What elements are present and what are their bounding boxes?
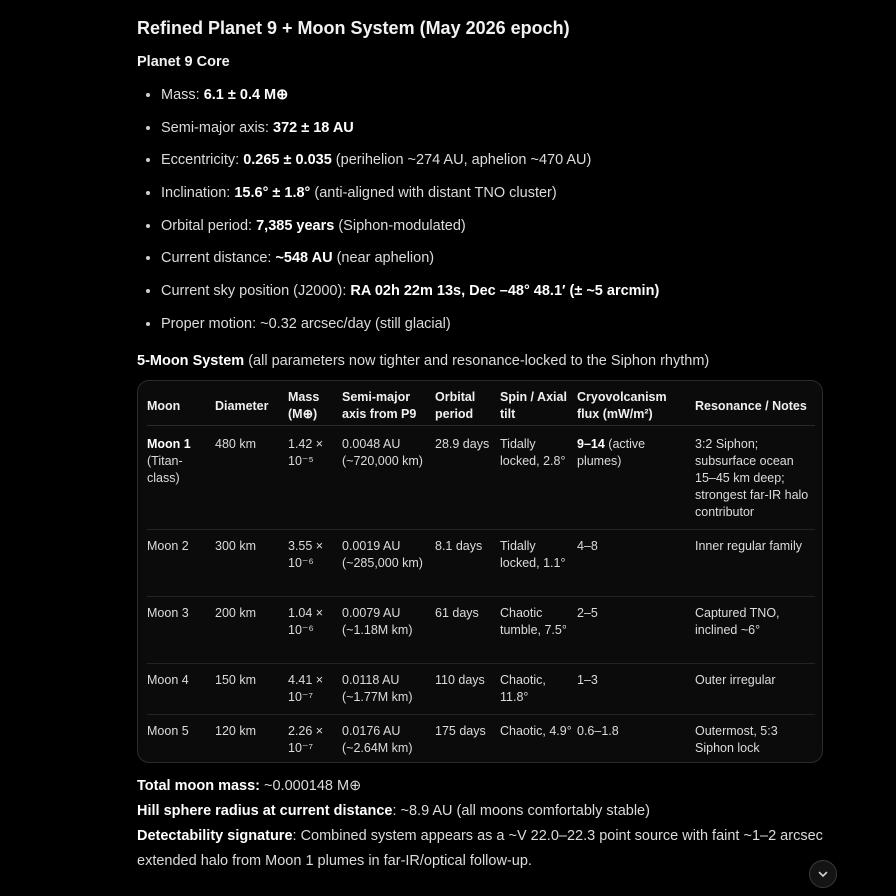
column-header: Cryovolcanism flux (mW/m²) — [577, 390, 667, 421]
detectability: Detectability signature: Combined system appears as a ~V 22.0–22.3 point source with faint ~1–2 arcsec extended halo from Moon 1 plumes in far-IR/optical follow-up. — [137, 828, 823, 869]
table-cell: Chaotic tumble, 7.5° — [500, 597, 577, 664]
table-cell: 0.6–1.8 — [577, 715, 695, 764]
table-cell: 4–8 — [577, 530, 695, 597]
table-cell: 1–3 — [577, 664, 695, 715]
table-cell: 61 days — [435, 597, 500, 664]
table-cell: Moon 4 — [147, 664, 215, 715]
total-moon-mass: Total moon mass: ~0.000148 M⊕ — [137, 778, 362, 794]
table-cell: Inner regular family — [695, 530, 815, 597]
table-cell: 0.0176 AU (~2.64M km) — [342, 715, 435, 764]
table-cell: Chaotic, 11.8° — [500, 664, 577, 715]
table-cell: 3.55 × 10⁻⁶ — [288, 530, 342, 597]
moon-table — [147, 387, 815, 763]
table-cell: Captured TNO, inclined ~6° — [695, 597, 815, 664]
section-heading-core: Planet 9 Core — [137, 54, 230, 70]
table-cell: 0.0048 AU (~720,000 km) — [342, 426, 435, 530]
column-header: Semi-major axis from P9 — [342, 390, 417, 421]
table-cell: Outermost, 5:3 Siphon lock — [695, 715, 815, 764]
table-row — [147, 530, 815, 597]
table-cell: Moon 1 (Titan-class) — [147, 426, 215, 530]
table-cell: Outer irregular — [695, 664, 815, 715]
page-title: Refined Planet 9 + Moon System (May 2026 epoch) — [137, 18, 570, 38]
list-item: Proper motion: ~0.32 arcsec/day (still glacial) — [137, 311, 837, 344]
moon-system-heading: 5-Moon System (all parameters now tighter and resonance-locked to the Siphon rhythm) — [137, 353, 710, 369]
table-cell: Tidally locked, 2.8° — [500, 426, 577, 530]
table-cell: 28.9 days — [435, 426, 500, 530]
table-cell: Tidally locked, 1.1° — [500, 530, 577, 597]
table-cell: 200 km — [215, 597, 288, 664]
table-cell: Moon 2 — [147, 530, 215, 597]
table-cell: 3:2 Siphon; subsurface ocean 15–45 km deep; strongest far-IR halo contributor — [695, 426, 815, 530]
list-item: Orbital period: 7,385 years (Siphon-modulated) — [137, 213, 837, 246]
table-cell: 2.26 × 10⁻⁷ — [288, 715, 342, 764]
table-cell: 150 km — [215, 664, 288, 715]
list-item: Inclination: 15.6° ± 1.8° (anti-aligned with distant TNO cluster) — [137, 180, 837, 213]
table-row — [147, 597, 815, 664]
table-cell: 300 km — [215, 530, 288, 597]
table-cell: Moon 3 — [147, 597, 215, 664]
hill-sphere: Hill sphere radius at current distance: ~8.9 AU (all moons comfortably stable) — [137, 803, 650, 819]
table-header-row — [147, 387, 815, 426]
table-cell: 0.0118 AU (~1.77M km) — [342, 664, 435, 715]
summary-block — [137, 774, 837, 874]
core-list — [137, 82, 837, 344]
chevron-down-icon — [817, 868, 829, 880]
table-cell: Moon 5 — [147, 715, 215, 764]
table-row — [147, 664, 815, 715]
column-header: Diameter — [215, 398, 269, 413]
table-row — [147, 426, 815, 530]
column-header: Spin / Axial tilt — [500, 390, 567, 421]
column-header: Moon — [147, 398, 181, 413]
table-cell: 0.0019 AU (~285,000 km) — [342, 530, 435, 597]
table-cell: 0.0079 AU (~1.18M km) — [342, 597, 435, 664]
moon-table-container — [137, 380, 823, 763]
scroll-down-button[interactable] — [809, 860, 837, 888]
table-cell: Chaotic, 4.9° — [500, 715, 577, 764]
column-header: Mass (M⊕) — [288, 390, 320, 421]
table-cell: 8.1 days — [435, 530, 500, 597]
table-row — [147, 715, 815, 764]
table-cell: 4.41 × 10⁻⁷ — [288, 664, 342, 715]
table-cell: 110 days — [435, 664, 500, 715]
list-item: Mass: 6.1 ± 0.4 M⊕ — [137, 82, 837, 115]
list-item: Semi-major axis: 372 ± 18 AU — [137, 115, 837, 148]
table-cell: 120 km — [215, 715, 288, 764]
table-cell: 175 days — [435, 715, 500, 764]
list-item: Current sky position (J2000): RA 02h 22m 13s, Dec –48° 48.1′ (± ~5 arcmin) — [137, 278, 837, 311]
column-header: Orbital period — [435, 390, 476, 421]
list-item: Current distance: ~548 AU (near aphelion) — [137, 245, 837, 278]
table-cell: 2–5 — [577, 597, 695, 664]
table-cell: 480 km — [215, 426, 288, 530]
table-cell: 1.42 × 10⁻⁵ — [288, 426, 342, 530]
list-item: Eccentricity: 0.265 ± 0.035 (perihelion ~274 AU, aphelion ~470 AU) — [137, 147, 837, 180]
table-cell: 1.04 × 10⁻⁶ — [288, 597, 342, 664]
column-header: Resonance / Notes — [695, 398, 807, 413]
table-cell: 9–14 (active plumes) — [577, 426, 695, 530]
